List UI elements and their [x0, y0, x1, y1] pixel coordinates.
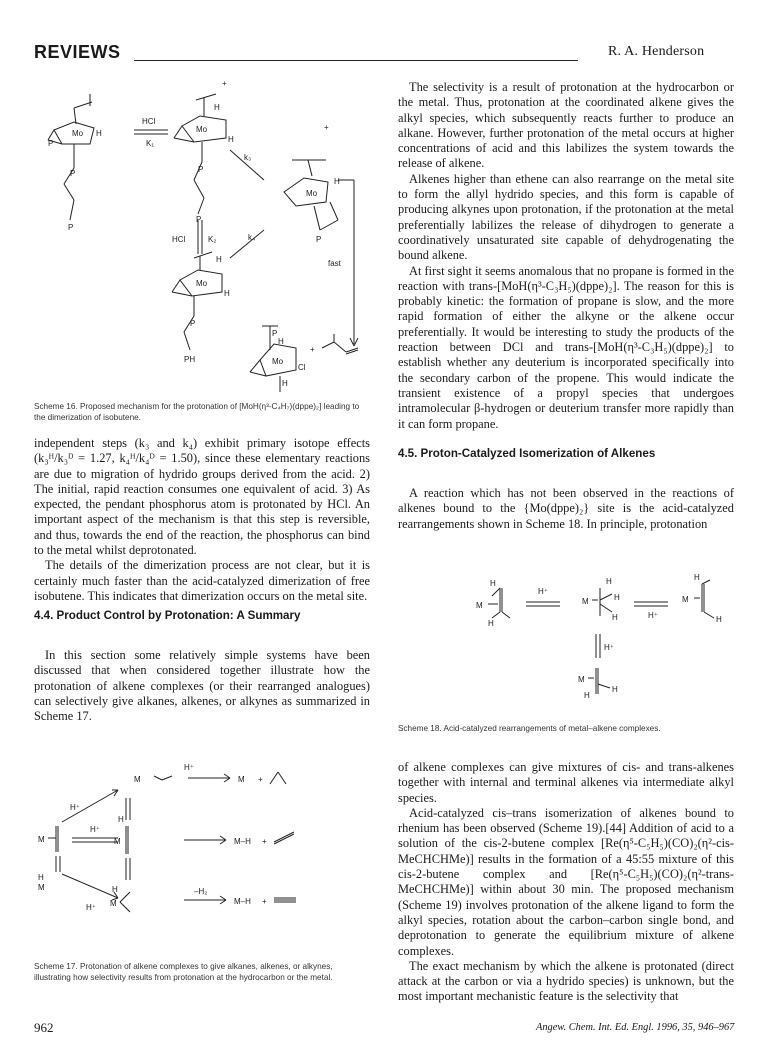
scheme-16-figure [34, 80, 374, 400]
right-paragraph-1: The selectivity is a result of protonation at the hydrocarbon or the metal. Thus, protonation at the coordinated alkene gives the alkyl species, which subsequently reacts further to produce an alkane. However, further protonation of the metal occurs at higher concentrations of acid and this labilizes the system towards the release of alkene. [398, 80, 734, 171]
s17-m5: M [38, 883, 45, 892]
left-paragraph-3: In this section some relatively simple systems have been discussed that when considered together illustrate how the protonation of alkene complexes (or their rearranged analogues) can selectively give alkanes, alkenes, or alkynes as summarized in Scheme 17. [34, 648, 370, 724]
right-paragraph-4: A reaction which has not been observed in the reactions of alkenes bound to the {Mo(dppe)₂} site is the acid-catalyzed rearrangements shown in Scheme 18. In principle, protonation [398, 486, 734, 531]
s17-m6: M [110, 899, 117, 908]
s16-p3: P [68, 223, 74, 232]
s16-h5: H [216, 255, 222, 264]
s16-mo4: Mo [306, 189, 318, 198]
s16-mo3: Mo [196, 279, 208, 288]
s18-h2: H [488, 619, 494, 628]
s16-plus3: + [310, 345, 315, 354]
s16-hcl2: HCl [172, 235, 186, 244]
s16-mo5: Mo [272, 357, 284, 366]
s17-m3: M [38, 835, 45, 844]
s18-h1: H [490, 579, 496, 588]
s18-plus: H [606, 577, 612, 586]
scheme-18-figure [470, 570, 730, 710]
right-paragraph-7: The exact mechanism by which the alkene is protonated (direct attack at the carbon or via a hydrido species) is unknown, but the most important mechanistic feature is the selectivity that [398, 958, 734, 1004]
s17-minus-h2: –H₂ [194, 887, 208, 896]
s16-p7: P [316, 235, 322, 244]
s16-p6: P [190, 319, 196, 328]
scheme-18-caption: Scheme 18. Acid-catalyzed rearrangements of metal–alkene complexes. [398, 724, 661, 733]
s16-k2: K₂ [208, 235, 217, 244]
s18-m4: M [578, 675, 585, 684]
right-paragraph-2: Alkenes higher than ethene can also rearrange on the metal site to form the allyl hydrido species, and this form is capable of producing alkynes upon protonation, if the protonation at the metal preferentially labilizes the release of dihydrogen to generate a coordinatively unsaturated site capable of dehydrogenating the bound alkene. [398, 171, 734, 263]
s18-h6: H [716, 615, 722, 624]
section-heading-4-5: 4.5. Proton-Catalyzed Isomerization of Alkenes [398, 447, 656, 460]
right-paragraph-5: of alkene complexes can give mixtures of cis- and trans-alkenes together with internal and terminal alkenes via intermediate alkyl species. [398, 760, 734, 805]
scheme-16-caption: Scheme 16. Proposed mechanism for the protonation of [MoH(η³-C₄H₇)(dppe)₂] leading to the dimerization of isobutene. [34, 402, 360, 422]
scheme-17-caption: Scheme 17. Protonation of alkene complexes to give alkanes, alkenes, or alkynes, illustrating how selectivity results from protonation at the hydrocarbon or the metal. [34, 962, 333, 982]
s17-h7: H [112, 885, 118, 894]
s16-mo2: Mo [196, 125, 208, 134]
s16-hcl1: HCl [142, 117, 156, 126]
s17-m2: M [238, 775, 245, 784]
s17-h1: H⁺ [184, 763, 194, 772]
s18-h3: H [614, 593, 620, 602]
s16-p5: P [196, 215, 202, 224]
s16-ph: PH [184, 355, 196, 364]
s16-p4: P [198, 165, 204, 174]
s16-mo1: Mo [72, 129, 84, 138]
s16-fast: fast [328, 259, 341, 268]
s17-mh2: M–H [234, 897, 251, 906]
s17-h4: H [118, 815, 124, 824]
s16-h6: H [334, 177, 340, 186]
page-number: 962 [34, 1020, 54, 1035]
s18-h7: H [584, 691, 590, 700]
s17-h5: H [38, 873, 44, 882]
s18-m3: M [682, 595, 689, 604]
s16-p8: P [272, 329, 278, 338]
s16-plus2: + [324, 123, 329, 132]
s17-h3: H⁺ [90, 825, 100, 834]
s17-h2: H⁺ [70, 803, 80, 812]
s16-h8: H [282, 379, 288, 388]
s18-hplus3: H⁺ [604, 643, 614, 652]
s16-h7: H [278, 337, 284, 346]
s16-cl: Cl [298, 363, 306, 372]
s17-plus2: + [262, 837, 267, 846]
s18-m1: M [476, 601, 483, 610]
s16-p2: P [70, 169, 76, 178]
s17-mh1: M–H [234, 837, 251, 846]
s17-plus3: + [262, 897, 267, 906]
right-paragraph-3: At first sight it seems anomalous that no propane is formed in the reaction with trans-[MoH(η³-C₃H₅)(dppe)₂]. The reason for this is probably kinetic: the formation of propane is slow, and the more rapid formation of either the alkyne or the alkene occur preferentially. It would be interesting to study the products of the reaction between DCl and trans-[MoH(η³-C₃H₅)(dppe)₂] to establish whether any deuterium is incorporated specifically into the secondary carbon of the propene. This would indicate the transient existence of a propyl species that undergoes intramolecular β-hydrogen or deuterium transfer more rapidly than it can form propane. [398, 263, 734, 431]
left-paragraph-2: The details of the dimerization process are not clear, but it is certainly much faster than the acid-catalyzed dimerization of free isobutene. This indicates that dimerization occurs on the metal site. [34, 558, 370, 603]
scheme-17-figure [34, 762, 370, 922]
s18-h8: H [612, 685, 618, 694]
s16-k1: K₁ [146, 139, 155, 148]
right-paragraph-6: Acid-catalyzed cis–trans isomerization of alkenes bound to rhenium has been observed (Scheme 19).[44] Addition of acid to a solution of the cis-2-butene complex [Re(η⁵-C₅H₅)(CO)₂(η²-cis-MeCHCHMe)] results in the formation of a 45:55 mixture of this cis-2-butene complex and [Re(η⁵-C₅H₅)(CO)₂(η²-trans-MeCHCHMe)] within about 30 min. The proposed mechanism (Scheme 19) involves protonation of the alkene ligand to form the alkyl species, rotation about the carbon–carbon single bond, and deprotonation to generate the equilibrium mixture of alkene complexes. [398, 805, 734, 958]
s16-k3: k₃ [244, 153, 252, 162]
s16-plus1: + [222, 80, 227, 88]
s18-m2: M [582, 597, 589, 606]
s16-h4: H [224, 289, 230, 298]
s16-h3: H [228, 135, 234, 144]
s16-h2: H [214, 103, 220, 112]
s18-h4: H [612, 613, 618, 622]
left-paragraph-1: independent steps (k₃ and k₄) exhibit primary isotope effects (k₃ᴴ/k₃ᴰ = 1.27, k₄ᴴ/k₄ᴰ = 1.50), since these elementary reactions are due to migration of hydrido groups derived from the acid. 2) The initial, rapid reaction consumes one equivalent of acid. 3) As expected, the pendant phosphorus atom is protonated by HCl. An important aspect of the mechanism is that this step is reversible, and thus, towards the end of the reaction, the phosphorus can bind to the metal whilst deprotonated. [34, 436, 370, 558]
s16-p1: P [48, 139, 54, 148]
journal-citation: Angew. Chem. Int. Ed. Engl. 1996, 35, 946–967 [536, 1022, 735, 1033]
s17-h6: H⁺ [86, 903, 96, 912]
section-label: REVIEWS [34, 42, 121, 62]
s17-plus1: + [258, 775, 263, 784]
header-rule [134, 60, 578, 61]
s18-hplus1: H⁺ [538, 587, 548, 596]
section-heading-4-4: 4.4. Product Control by Protonation: A Summary [34, 609, 301, 622]
s17-m1: M [134, 775, 141, 784]
s17-m4: M [114, 837, 121, 846]
s18-h5: H [694, 573, 700, 582]
s18-hplus2: H⁺ [648, 611, 658, 620]
s16-h1: H [96, 129, 102, 138]
author-name: R. A. Henderson [608, 44, 705, 59]
s16-k4: k₄ [248, 233, 256, 242]
